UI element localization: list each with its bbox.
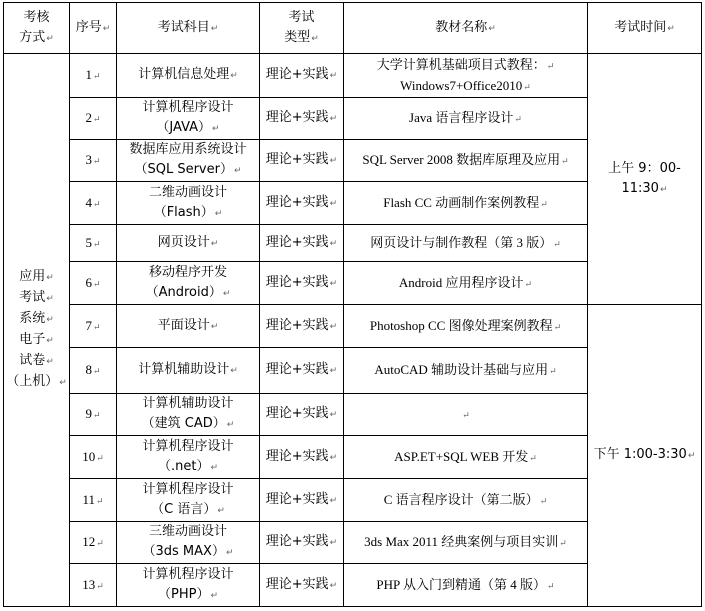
exam-type-cell: 理论+实践↵ bbox=[260, 436, 344, 479]
subject-cell: 计算机信息处理↵ bbox=[117, 54, 260, 98]
textbook-cell: Photoshop CC 图像处理案例教程↵ bbox=[344, 305, 588, 348]
subject-cell: 计算机辅助设计↵ bbox=[117, 348, 260, 394]
row-index: 4↵ bbox=[70, 182, 117, 225]
table-body bbox=[4, 54, 702, 607]
time-slot-afternoon: 下午 1:00-3:30↵ bbox=[588, 305, 702, 607]
row-index: 13↵ bbox=[70, 564, 117, 607]
row-index: 7↵ bbox=[70, 305, 117, 348]
subject-cell: 三维动画设计 （3ds MAX）↵ bbox=[117, 522, 260, 564]
textbook-cell: SQL Server 2008 数据库原理及应用↵ bbox=[344, 140, 588, 182]
row-index: 8↵ bbox=[70, 348, 117, 394]
textbook-cell: Java 语言程序设计↵ bbox=[344, 98, 588, 140]
textbook-cell: 3ds Max 2011 经典案例与项目实训↵ bbox=[344, 522, 588, 564]
textbook-cell: PHP 从入门到精通（第 4 版）↵ bbox=[344, 564, 588, 607]
textbook-cell: C 语言程序设计（第二版）↵ bbox=[344, 479, 588, 522]
exam-schedule-table bbox=[3, 2, 702, 607]
row-index: 5↵ bbox=[70, 225, 117, 262]
time-slot-morning: 上午 9：00-11:30↵ bbox=[588, 54, 702, 305]
header-textbook: 教材名称↵ bbox=[344, 3, 588, 54]
subject-cell: 移动程序开发 （Android）↵ bbox=[117, 262, 260, 305]
subject-cell: 平面设计↵ bbox=[117, 305, 260, 348]
subject-cell: 计算机程序设计 （C 语言）↵ bbox=[117, 479, 260, 522]
row-index: 2↵ bbox=[70, 98, 117, 140]
table-row bbox=[4, 305, 702, 348]
exam-type-cell: 理论+实践↵ bbox=[260, 140, 344, 182]
exam-type-cell: 理论+实践↵ bbox=[260, 305, 344, 348]
subject-cell: 网页设计↵ bbox=[117, 225, 260, 262]
row-index: 1↵ bbox=[70, 54, 117, 98]
textbook-cell: Flash CC 动画制作案例教程↵ bbox=[344, 182, 588, 225]
subject-cell: 数据库应用系统设计 （SQL Server）↵ bbox=[117, 140, 260, 182]
header-type: 考试 类型↵ bbox=[260, 3, 344, 54]
textbook-cell: 网页设计与制作教程（第 3 版）↵ bbox=[344, 225, 588, 262]
exam-type-cell: 理论+实践↵ bbox=[260, 54, 344, 98]
exam-type-cell: 理论+实践↵ bbox=[260, 564, 344, 607]
subject-cell: 计算机程序设计 （.net）↵ bbox=[117, 436, 260, 479]
textbook-cell: ASP.ET+SQL WEB 开发↵ bbox=[344, 436, 588, 479]
subject-cell: 计算机程序设计 （PHP）↵ bbox=[117, 564, 260, 607]
header-subject: 考试科目↵ bbox=[117, 3, 260, 54]
row-index: 12↵ bbox=[70, 522, 117, 564]
textbook-cell: ↵ bbox=[344, 394, 588, 436]
row-index: 10↵ bbox=[70, 436, 117, 479]
row-index: 11↵ bbox=[70, 479, 117, 522]
header-row bbox=[4, 3, 702, 54]
exam-method-cell: 应用↵ 考试↵ 系统↵ 电子↵ 试卷↵ （上机）↵ bbox=[4, 54, 70, 607]
exam-type-cell: 理论+实践↵ bbox=[260, 394, 344, 436]
textbook-cell: 大学计算机基础项目式教程：↵ Windows7+Office2010↵ bbox=[344, 54, 588, 98]
subject-cell: 计算机辅助设计 （建筑 CAD）↵ bbox=[117, 394, 260, 436]
textbook-cell: AutoCAD 辅助设计基础与应用↵ bbox=[344, 348, 588, 394]
exam-type-cell: 理论+实践↵ bbox=[260, 522, 344, 564]
exam-type-cell: 理论+实践↵ bbox=[260, 225, 344, 262]
exam-type-cell: 理论+实践↵ bbox=[260, 479, 344, 522]
textbook-cell: Android 应用程序设计↵ bbox=[344, 262, 588, 305]
exam-type-cell: 理论+实践↵ bbox=[260, 182, 344, 225]
header-time: 考试时间↵ bbox=[588, 3, 702, 54]
row-index: 3↵ bbox=[70, 140, 117, 182]
row-index: 6↵ bbox=[70, 262, 117, 305]
subject-cell: 计算机程序设计 （JAVA）↵ bbox=[117, 98, 260, 140]
subject-cell: 二维动画设计 （Flash）↵ bbox=[117, 182, 260, 225]
exam-type-cell: 理论+实践↵ bbox=[260, 348, 344, 394]
row-index: 9↵ bbox=[70, 394, 117, 436]
table-row bbox=[4, 54, 702, 98]
exam-type-cell: 理论+实践↵ bbox=[260, 98, 344, 140]
header-method: 考核 方式↵ bbox=[4, 3, 70, 54]
exam-type-cell: 理论+实践↵ bbox=[260, 262, 344, 305]
header-index: 序号↵ bbox=[70, 3, 117, 54]
